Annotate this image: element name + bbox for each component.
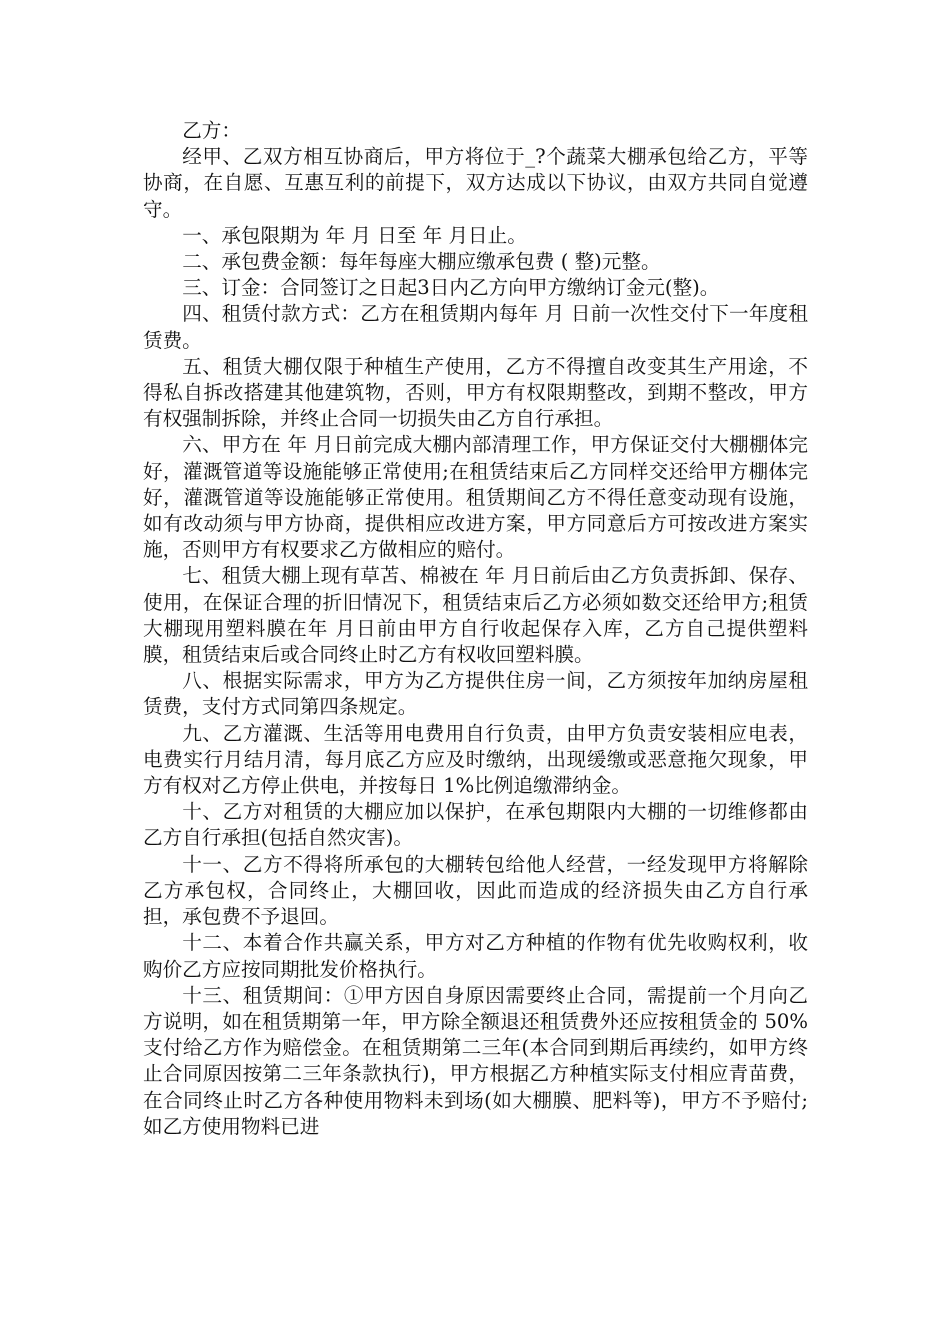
paragraph-clause-4: 四、租赁付款方式：乙方在租赁期内每年 月 日前一次性交付下一年度租赁费。 — [143, 302, 808, 352]
paragraph-clause-5: 五、租赁大棚仅限于种植生产使用，乙方不得擅自改变其生产用途，不得私自拆改搭建其他建筑物，否则，甲方有权限期整改，到期不整改，甲方有权强制拆除，并终止合同一切损失由乙方自行承担。 — [143, 354, 808, 431]
paragraph-clause-7: 七、租赁大棚上现有草苫、棉被在 年 月日前后由乙方负责拆卸、保存、使用，在保证合理的折旧情况下，租赁结束后乙方必须如数交还给甲方;租赁大棚现用塑料膜在年 月日前由甲方自行收起保存入库，乙方自己提供塑料膜，租赁结束后或合同终止时乙方有权收回塑料膜。 — [143, 564, 808, 667]
paragraph-clause-1: 一、承包限期为 年 月 日至 年 月日止。 — [182, 223, 527, 247]
paragraph-clause-10: 十、乙方对租赁的大棚应加以保护，在承包期限内大棚的一切维修都由乙方自行承担(包括自然灾害)。 — [143, 800, 808, 850]
paragraph-preamble: 经甲、乙双方相互协商后，甲方将位于_?个蔬菜大棚承包给乙方，平等协商，在自愿、互惠互利的前提下，双方达成以下协议，由双方共同自觉遵守。 — [143, 145, 808, 221]
paragraph-clause-13: 十三、租赁期间：①甲方因自身原因需要终止合同，需提前一个月向乙方说明，如在租赁期第一年，甲方除全额退还租赁费外还应按租赁金的 50%支付给乙方作为赔偿金。在租赁期第二三年(本合同到期后再续约，如甲方终止合同原因按第二三年条款执行)，甲方根据乙方种植实际支付相应青苗费，在合同终止时乙方各种使用物料未到场(如大棚膜、肥料等)，甲方不予赔付;如乙方使用物料已进 — [143, 983, 808, 1138]
paragraph-clause-12: 十二、本着合作共赢关系，甲方对乙方种植的作物有优先收购权利，收购价乙方应按同期批发价格执行。 — [143, 931, 808, 981]
paragraph-clause-8: 八、根据实际需求，甲方为乙方提供住房一间，乙方须按年加纳房屋租赁费，支付方式同第四条规定。 — [143, 669, 808, 719]
paragraph-clause-3: 三、订金：合同签订之日起3日内乙方向甲方缴纳订金元(整)。 — [182, 276, 720, 300]
paragraph-clause-2: 二、承包费金额：每年每座大棚应缴承包费 ( 整)元整。 — [182, 250, 661, 274]
contract-body — [143, 118, 808, 1140]
paragraph-clause-11: 十一、乙方不得将所承包的大棚转包给他人经营，一经发现甲方将解除乙方承包权，合同终止，大棚回收，因此而造成的经济损失由乙方自行承担，承包费不予退回。 — [143, 852, 808, 929]
paragraph-clause-6: 六、甲方在 年 月日前完成大棚内部清理工作，甲方保证交付大棚棚体完好，灌溉管道等设施能够正常使用;在租赁结束后乙方同样交还给甲方棚体完好，灌溉管道等设施能够正常使用。租赁期间乙方不得任意变动现有设施，如有改动须与甲方协商，提供相应改进方案，甲方同意后方可按改进方案实施，否则甲方有权要求乙方做相应的赔付。 — [143, 433, 808, 562]
paragraph-clause-9: 九、乙方灌溉、生活等用电费用自行负责，由甲方负责安装相应电表，电费实行月结月清，每月底乙方应及时缴纳，出现缓缴或恶意拖欠现象，甲方有权对乙方停止供电，并按每日 1%比例追缴滞纳金。 — [143, 721, 808, 798]
paragraph-party-b: 乙方： — [182, 119, 241, 142]
